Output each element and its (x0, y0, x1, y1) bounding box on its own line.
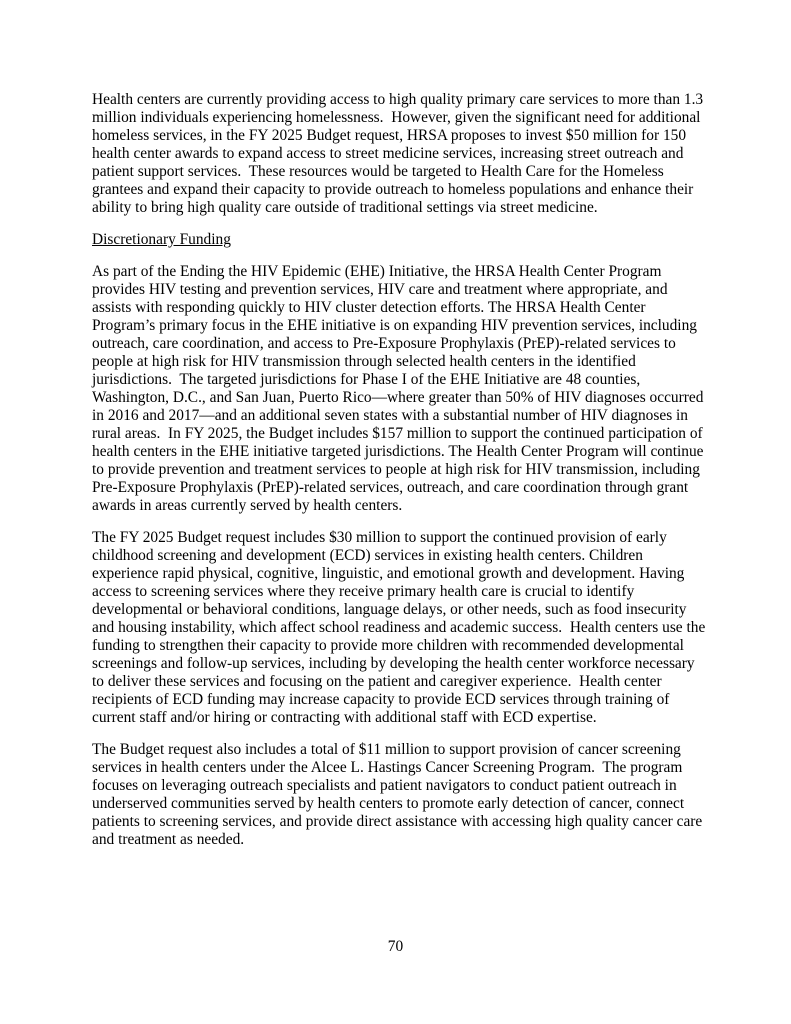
paragraph-cancer-screening-program: The Budget request also includes a total of $11 million to support provision of cancer screening services in health centers under the Alcee L. Hastings Cancer Screening Program. The program focuses on leveraging outreach specialists and patient navigators to conduct patient outreach in underserved communities served by health centers to promote early detection of cancer, connect patients to screening services, and provide direct assistance with accessing high quality cancer care and treatment as needed. (92, 741, 707, 848)
page-number: 70 (387, 938, 404, 955)
section-heading-discretionary-funding: Discretionary Funding (92, 231, 231, 248)
document-body (92, 91, 710, 863)
paragraph-ecd-screening: The FY 2025 Budget request includes $30 million to support the continued provision of early childhood screening and development (ECD) services in existing health centers. Children experience rapid physical, cognitive, linguistic, and emotional growth and development. Having access to screening services where they receive primary health care is crucial to identify developmental or behavioral conditions, language delays, or other needs, such as food insecurity and housing instability, which affect school readiness and academic success. Health centers use the funding to strengthen their capacity to provide more children with recommended developmental screenings and follow-up services, including by developing the health center workforce necessary to deliver these services and focusing on the patient and caregiver experience. Health center recipients of ECD funding may increase capacity to provide ECD services through training of current staff and/or hiring or contracting with additional staff with ECD expertise. (92, 529, 710, 726)
paragraph-homeless-services: Health centers are currently providing access to high quality primary care services to more than 1.3 million individuals experiencing homelessness. However, given the significant need for additional homeless services, in the FY 2025 Budget request, HRSA proposes to invest $50 million for 150 health center awards to expand access to street medicine services, increasing street outreach and patient support services. These resources would be targeted to Health Care for the Homeless grantees and expand their capacity to provide outreach to homeless populations and enhance their ability to bring high quality care outside of traditional settings via street medicine. (92, 91, 707, 216)
paragraph-ehe-initiative: As part of the Ending the HIV Epidemic (EHE) Initiative, the HRSA Health Center Program provides HIV testing and prevention services, HIV care and treatment where appropriate, and assists with responding quickly to HIV cluster detection efforts. The HRSA Health Center Program’s primary focus in the EHE initiative is on expanding HIV prevention services, including outreach, care coordination, and access to Pre-Exposure Prophylaxis (PrEP)-related services to people at high risk for HIV transmission through selected health centers in the identified jurisdictions. The targeted jurisdictions for Phase I of the EHE Initiative are 48 counties, Washington, D.C., and San Juan, Puerto Rico—where greater than 50% of HIV diagnoses occurred in 2016 and 2017—and an additional seven states with a substantial number of HIV diagnoses in rural areas. In FY 2025, the Budget includes $157 million to support the continued participation of health centers in the EHE initiative targeted jurisdictions. The Health Center Program will continue to provide prevention and treatment services to people at high risk for HIV transmission, including Pre-Exposure Prophylaxis (PrEP)-related services, outreach, and care coordination through grant awards in areas currently served by health centers. (92, 263, 708, 514)
page-footer (0, 938, 791, 956)
